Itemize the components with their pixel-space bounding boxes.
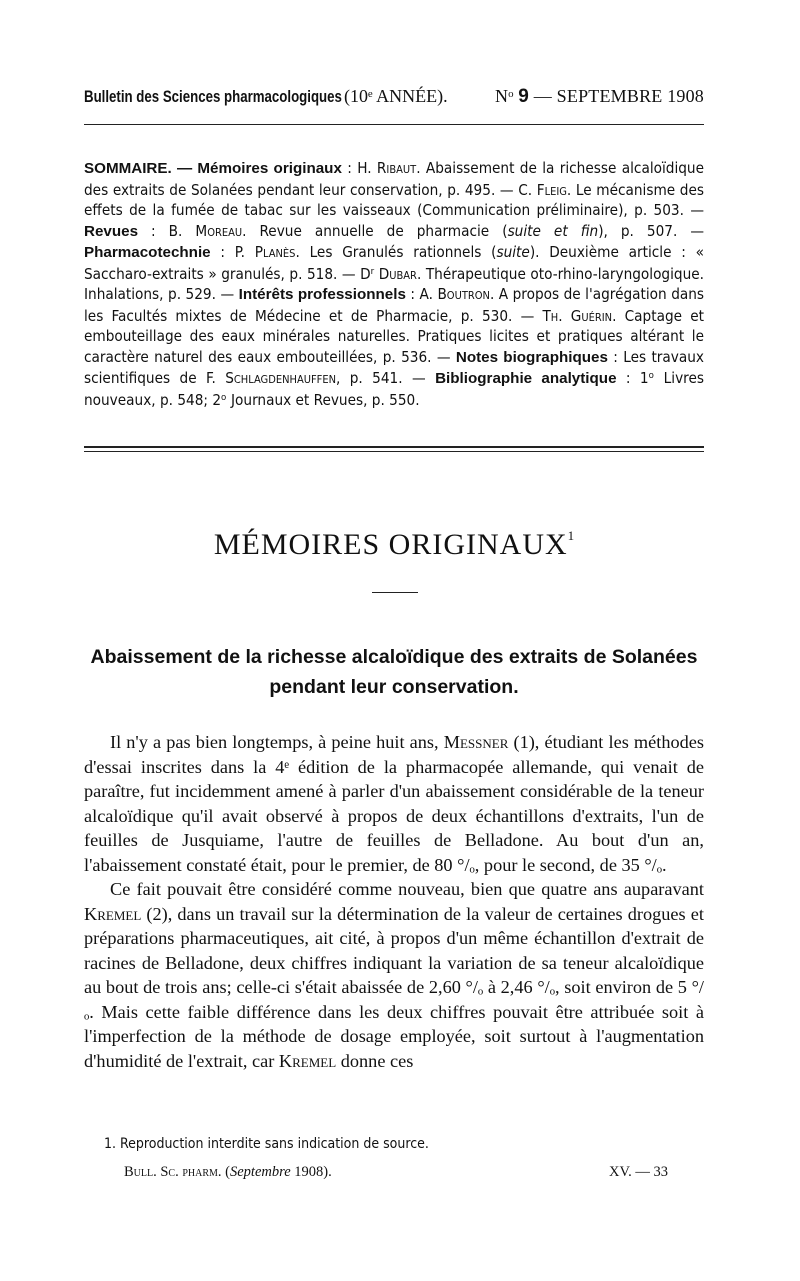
body-text: (2), dans un travail sur la détermination de la valeur de certaines drogues et préparations pharmaceutiques, ait cité, à propos d'un même échantillon d'extrait de racines de Belladone, deux chiffres indiquant la variation de sa teneur alcaloïdique au bout de trois ans; celle-ci s'était abaissée de 2,60 °/ₒ à 2,46 °/ₒ, soit environ de 5 °/ₒ. Mais cette faible différence dans les deux chiffres pouvait être attribuée soit à l'imperfection de la méthode de dosage employée, soit surtout à l'augmentation d'humidité de l'extrait, car — [84, 903, 704, 1071]
summary-text: . A propos de l'agrégation dans les Facultés mixtes de Médecine et de Pharmacie, p. 530. — — [84, 285, 705, 325]
journal-year: (10ᵉ ANNÉE). — [344, 86, 448, 106]
summary-section: Revues — [84, 222, 139, 240]
section-title — [84, 528, 704, 562]
footer-text: 1908). — [290, 1164, 332, 1180]
article-title-line: pendant leur conservation. — [269, 676, 519, 698]
summary-text: , p. 541. — — [336, 369, 436, 387]
article-body — [84, 730, 704, 1073]
summary-italic: suite et fin — [507, 221, 599, 240]
author-name: Kremel — [84, 903, 142, 924]
issue-date: — SEPTEMBRE 1908 — [529, 86, 704, 106]
summary-text: : Les travaux scientifiques de F. — [84, 347, 704, 387]
summary-section: Pharmacotechnie — [84, 244, 211, 261]
summary-text: . Thérapeutique oto-rhino-laryngologique. Inhalations, p. 529. — — [84, 264, 704, 303]
summary-section: Notes biographiques — [455, 348, 608, 366]
footer-citation — [124, 1164, 332, 1181]
summary-section: Intérêts professionnels — [238, 286, 406, 303]
footnote-marker: 1 — [567, 528, 575, 543]
summary-text: . Captage et embouteillage des eaux minérales naturelles. Pratiques licites et pratiques altérant le caractère naturel des eaux embouteillées, p. 536. — — [84, 306, 705, 366]
author-name: Th. Guérin — [542, 306, 613, 325]
journal-name: Bulletin des Sciences pharmacologiques — [84, 87, 342, 106]
issue-prefix: Nᵒ — [495, 86, 519, 106]
section-title-text: MÉMOIRES ORIGINAUX — [213, 528, 568, 561]
summary-italic: suite — [496, 243, 530, 261]
summary-text: . Abaissement de la richesse alcaloïdique des extraits de Solanées pendant leur conservation, p. 495. — C. — [84, 159, 704, 199]
body-text: (1), étudiant les méthodes d'essai inscrites dans la 4ᵉ édition de la pharmacopée allemande, qui venait de paraître, fut incidemment amené à parler d'un abaissement considérable de la teneur alcaloïdique qu'il avait observé à propos de deux échantillons d'extraits, l'un de feuilles de Jusquiame, l'autre de feuilles de Belladone. Au bout d'un an, l'abaissement constaté était, pour le premier, de 80 °/ₒ, pour le second, de 35 °/ₒ. — [84, 732, 704, 875]
article-title-line: Abaissement de la richesse alcaloïdique des extraits de Solanées — [90, 646, 698, 668]
summary-text: ), p. 507. — — [598, 221, 704, 240]
summary-text: : A. — [405, 285, 438, 303]
summary-heading: SOMMAIRE. — Mémoires originaux — [84, 160, 342, 177]
author-name: Dubar — [378, 264, 417, 283]
summary-text: . Les Granulés rationnels ( — [295, 243, 497, 261]
table-of-contents — [84, 158, 704, 410]
summary-text: : P. — [210, 243, 255, 261]
footnote: 1. Reproduction interdite sans indication de source. — [104, 1136, 429, 1152]
summary-text: : B. — [138, 221, 196, 240]
summary-text: . Le mécanisme des effets de la fumée de tabac sur les vaisseaux (Communication préliminaire), p. 503. — — [84, 180, 704, 219]
body-text: donne ces — [336, 1050, 414, 1071]
author-name: Planès — [254, 243, 296, 261]
header-rule — [84, 124, 704, 125]
footer-text: Bull. Sc. pharm. ( — [124, 1164, 230, 1180]
summary-rule — [84, 446, 704, 452]
author-name: Messner — [443, 732, 509, 752]
author-name: Schlagdenhauffen — [225, 369, 337, 387]
author-name: Boutron — [437, 285, 490, 303]
author-name: Ribaut — [376, 159, 417, 177]
article-title — [84, 642, 704, 702]
author-name: Kremel — [278, 1050, 337, 1071]
author-name: Moreau — [195, 221, 243, 240]
summary-text: : 1ᵒ Livres nouveaux, p. 548; 2ᵒ Journaux et Revues, p. 550. — [84, 369, 704, 409]
summary-text: : H. — [341, 159, 377, 177]
issue-number: 9 — [518, 86, 530, 107]
summary-text: ). Deuxième article : « Saccharo-extraits » granulés, p. 518. — Dʳ — [84, 243, 704, 283]
body-text: Ce fait pouvait être considéré comme nouveau, bien que quatre ans auparavant — [110, 879, 704, 899]
footer-month: Septembre — [230, 1164, 291, 1180]
issue-info — [495, 86, 704, 108]
summary-section: Bibliographie analytique — [435, 370, 617, 387]
author-name: Fleig — [536, 180, 567, 199]
title-dash — [372, 592, 418, 593]
body-text: Il n'y a pas bien longtemps, à peine huit ans, — [110, 732, 444, 752]
running-head — [84, 86, 704, 116]
paragraph — [84, 730, 704, 877]
page-number: XV. — 33 — [609, 1164, 668, 1180]
paragraph — [84, 877, 704, 1073]
summary-text: . Revue annuelle de pharmacie ( — [242, 221, 508, 240]
page-footer — [124, 1164, 668, 1186]
